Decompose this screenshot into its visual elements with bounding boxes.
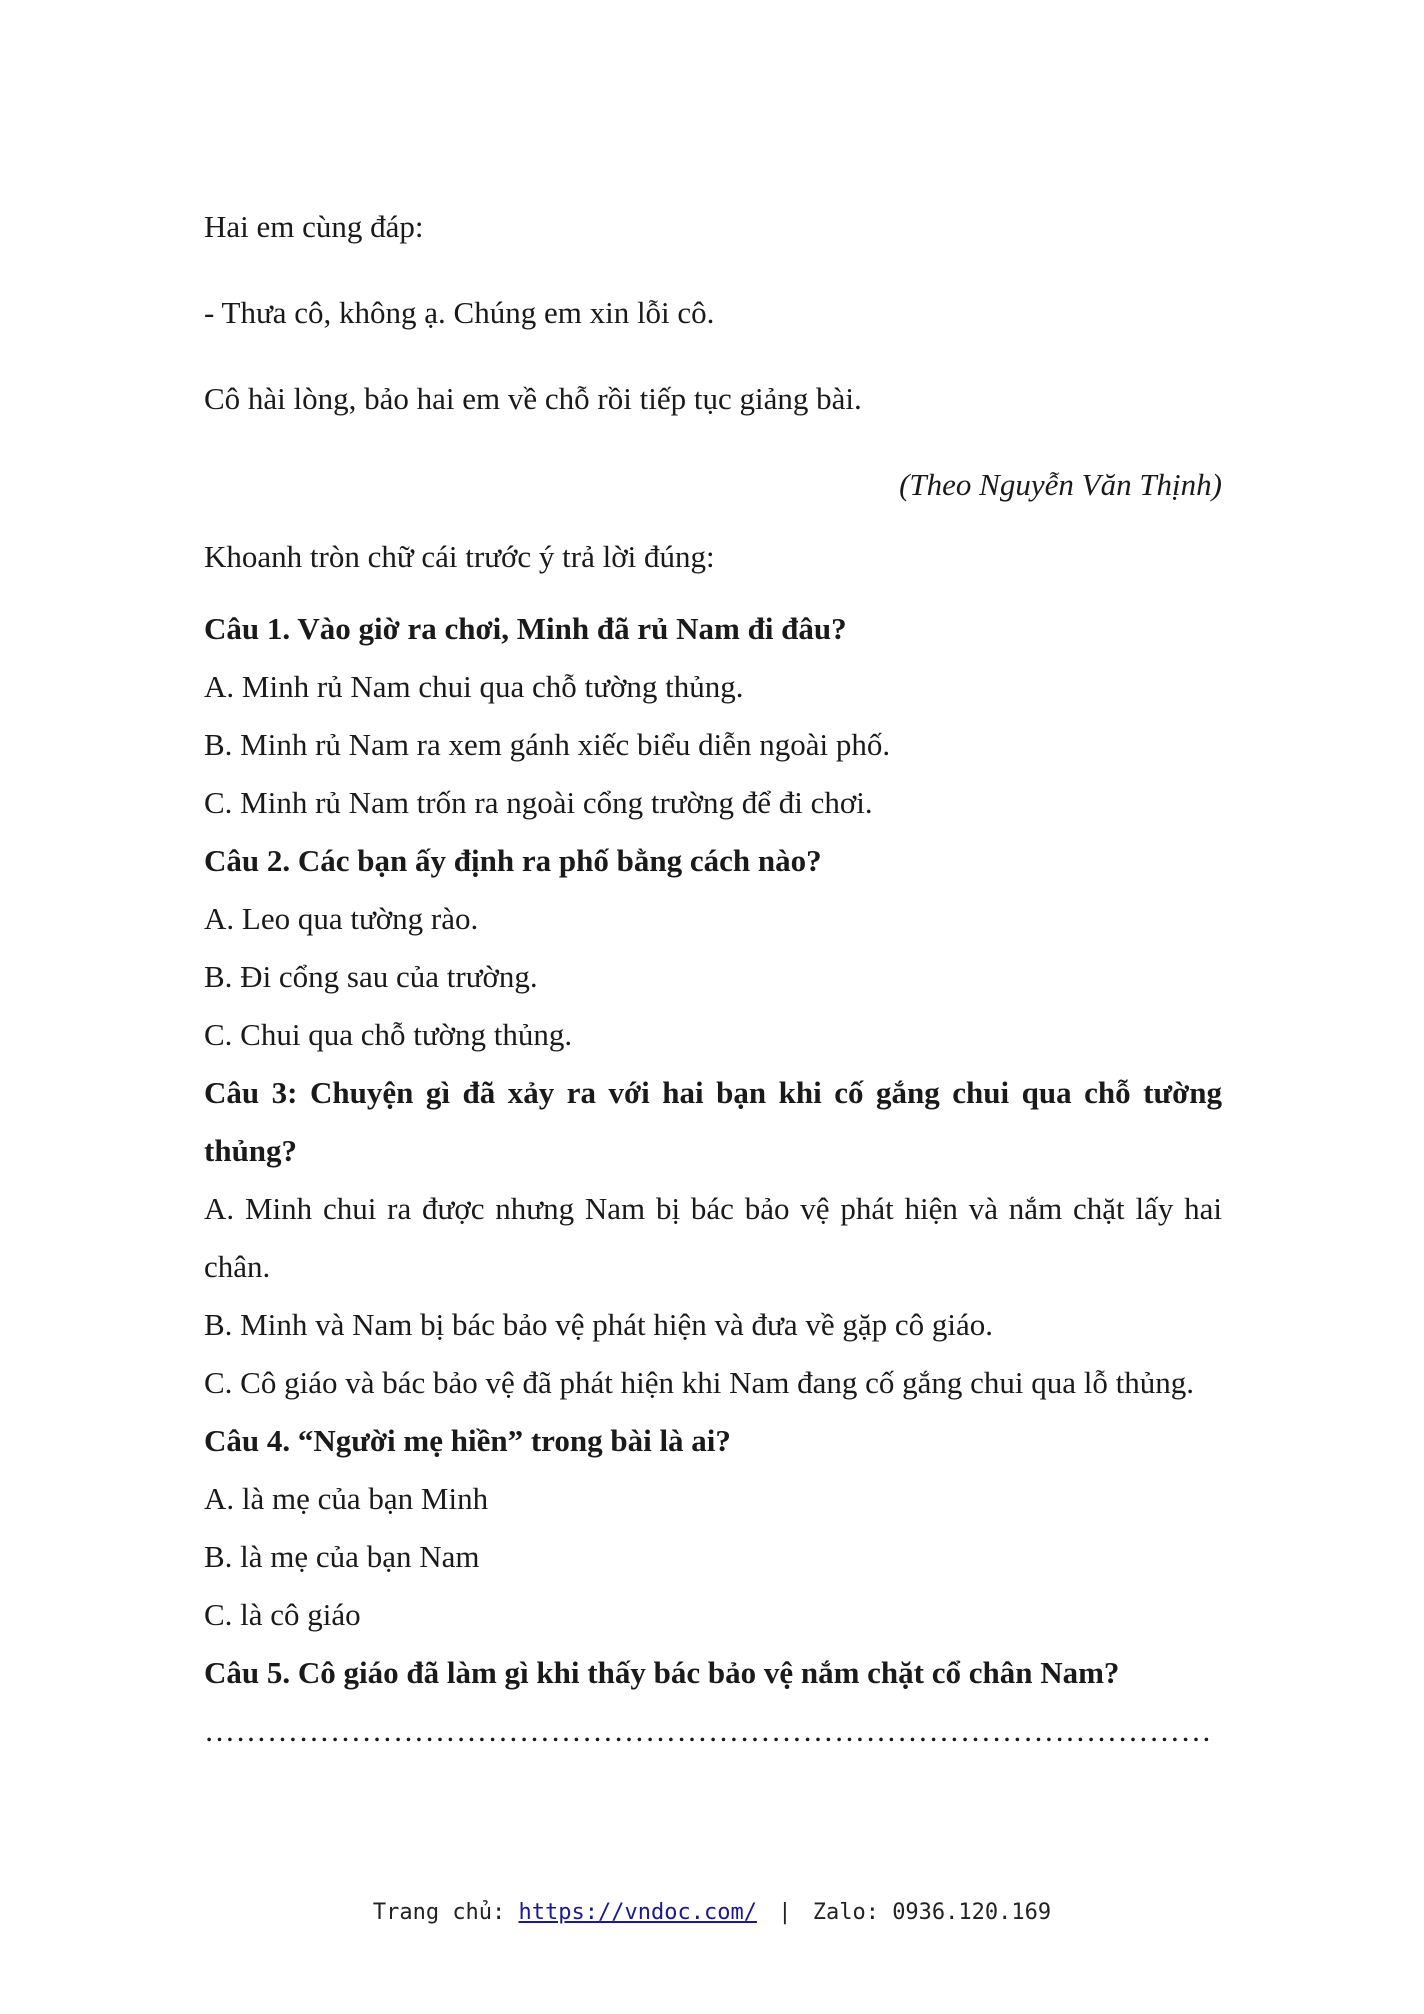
- footer-home-label: Trang chủ:: [372, 1900, 506, 1925]
- question-3-option-c: C. Cô giáo và bác bảo vệ đã phát hiện khi Nam đang cố gắng chui qua lỗ thủng.: [204, 1365, 1195, 1400]
- answer-blank-line: ……………………………………………………………………………………: [204, 1713, 1212, 1748]
- question-4-option-a: A. là mẹ của bạn Minh: [204, 1481, 489, 1516]
- question-1-title: Câu 1. Vào giờ ra chơi, Minh đã rủ Nam đi đâu?: [204, 611, 847, 646]
- question-2-title: Câu 2. Các bạn ấy định ra phố bằng cách nào?: [204, 843, 822, 878]
- question-4-title: Câu 4. “Người mẹ hiền” trong bài là ai?: [204, 1423, 731, 1458]
- intro-line-1: Hai em cùng đáp:: [204, 209, 424, 244]
- question-4-option-c: C. là cô giáo: [204, 1597, 361, 1632]
- question-2-option-b: B. Đi cổng sau của trường.: [204, 959, 538, 994]
- instruction: Khoanh tròn chữ cái trước ý trả lời đúng:: [204, 539, 715, 574]
- question-3-option-a: A. Minh chui ra được nhưng Nam bị bác bảo vệ phát hiện và nắm chặt lấy hai chân.: [204, 1191, 1222, 1284]
- page-content: [204, 198, 1222, 1760]
- question-1-option-a: A. Minh rủ Nam chui qua chỗ tường thủng.: [204, 669, 744, 704]
- question-5-title: Câu 5. Cô giáo đã làm gì khi thấy bác bảo vệ nắm chặt cổ chân Nam?: [204, 1655, 1120, 1690]
- question-1-option-b: B. Minh rủ Nam ra xem gánh xiếc biểu diễn ngoài phố.: [204, 727, 891, 762]
- question-4-option-b: B. là mẹ của bạn Nam: [204, 1539, 480, 1574]
- question-1-option-c: C. Minh rủ Nam trốn ra ngoài cổng trường để đi chơi.: [204, 785, 873, 820]
- question-2-option-c: C. Chui qua chỗ tường thủng.: [204, 1017, 573, 1052]
- intro-line-2: - Thưa cô, không ạ. Chúng em xin lỗi cô.: [204, 295, 715, 330]
- footer-separator: |: [778, 1900, 792, 1925]
- question-3-title: Câu 3: Chuyện gì đã xảy ra với hai bạn khi cố gắng chui qua chỗ tường thủng?: [204, 1075, 1222, 1168]
- footer-home-link[interactable]: https://vndoc.com/: [518, 1900, 757, 1925]
- citation: (Theo Nguyễn Văn Thịnh): [899, 467, 1222, 502]
- page-footer: [0, 1898, 1424, 1928]
- intro-line-3: Cô hài lòng, bảo hai em về chỗ rồi tiếp tục giảng bài.: [204, 381, 862, 416]
- question-3-option-b: B. Minh và Nam bị bác bảo vệ phát hiện và đưa về gặp cô giáo.: [204, 1307, 993, 1342]
- question-2-option-a: A. Leo qua tường rào.: [204, 901, 479, 936]
- footer-zalo: Zalo: 0936.120.169: [812, 1900, 1052, 1925]
